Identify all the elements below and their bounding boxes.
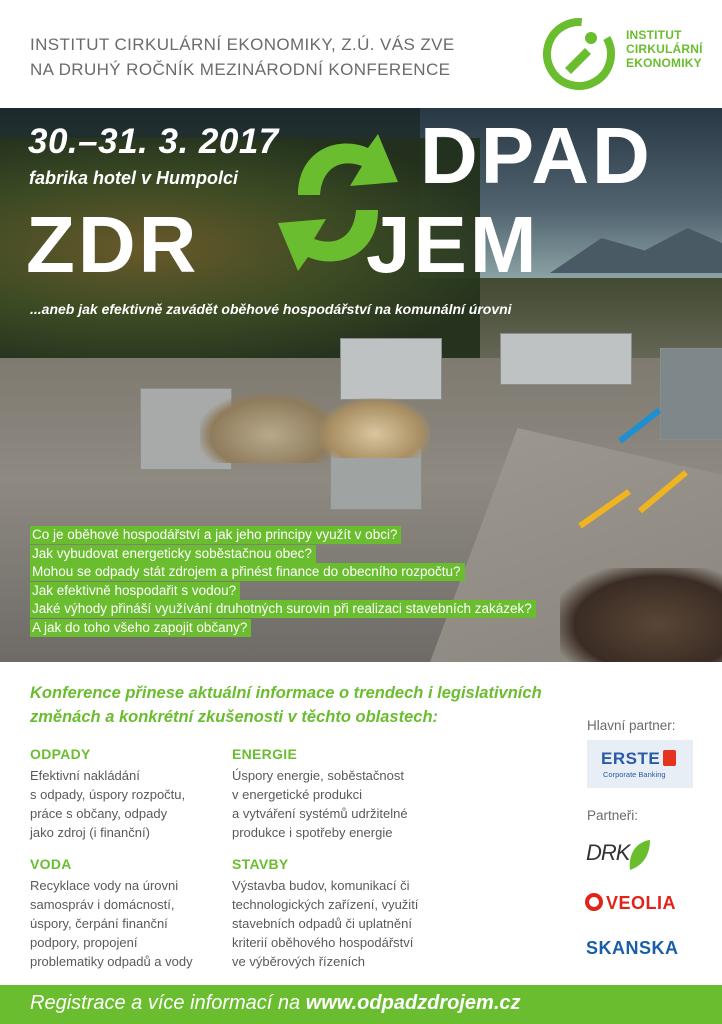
main-partner-label: Hlavní partner: — [587, 718, 676, 733]
logo-text — [626, 28, 703, 70]
question-item: Mohou se odpady stát zdrojem a přinést finance do obecního rozpočtu? — [30, 563, 465, 581]
invitation-text — [30, 32, 530, 82]
drk-name: DRK — [586, 840, 630, 865]
building — [660, 348, 722, 440]
erste-logo — [587, 740, 693, 788]
section-energie — [232, 745, 442, 842]
footer-label: Registrace a více informací na — [30, 992, 306, 1014]
question-item: Co je oběhové hospodářství a jak jeho principy využít v obci? — [30, 526, 401, 544]
ice-logo-icon — [541, 16, 617, 92]
invitation-line-1: INSTITUT CIRKULÁRNÍ EKONOMIKY, Z.Ú. VÁS ZVE — [30, 35, 455, 54]
veolia-name: VEOLIA — [606, 893, 677, 913]
logo-line-2: CIRKULÁRNÍ — [626, 42, 703, 56]
veolia-logo — [585, 893, 676, 914]
intro-line-1: Konference přinese aktuální informace o trendech i legislativních — [30, 684, 542, 702]
wood-chip-pile — [320, 398, 430, 458]
title-word-2-left: ZDR — [26, 200, 200, 289]
question-item: Jak efektivně hospodařit s vodou? — [30, 582, 240, 600]
hero-banner — [0, 108, 722, 662]
scrap-pile — [200, 393, 340, 463]
footer-text — [30, 992, 521, 1015]
section-title: ODPADY — [30, 746, 91, 762]
section-text: Úspory energie, soběstačnost v energetické produkci a vytváření systémů udržitelné produkce i spotřeby energie — [232, 768, 408, 840]
institute-logo — [541, 14, 711, 94]
title-word-2-right: JEM — [366, 200, 540, 289]
event-venue: fabrika hotel v Humpolci — [29, 168, 239, 188]
erste-subtitle: Corporate Banking — [603, 770, 666, 779]
skanska-logo: SKANSKA — [586, 938, 679, 958]
erste-s-icon — [663, 750, 676, 766]
veolia-ring-icon — [585, 893, 603, 911]
questions-list — [30, 526, 536, 637]
question-item: Jak vybudovat energeticky soběstačnou obec? — [30, 545, 316, 563]
event-tagline: ...aneb jak efektivně zavádět oběhové hospodářství na komunální úrovni — [30, 301, 512, 317]
section-text: Výstavba budov, komunikací či technologických zařízení, využití stavebních odpadů či uplatnění kriterií oběhového hospodářství ve výběrových řízeních — [232, 878, 419, 969]
footer-bar — [0, 985, 722, 1024]
section-title: VODA — [30, 856, 72, 872]
website-link[interactable]: www.odpadzdrojem.cz — [305, 992, 521, 1014]
scrap-pile — [560, 568, 722, 662]
building — [340, 338, 442, 400]
title-word-1: DPAD — [420, 111, 653, 200]
section-text: Efektivní nakládání s odpady, úspory rozpočtu, práce s občany, odpady jako zdroj (i finanční) — [30, 768, 186, 840]
question-item: A jak do toho všeho zapojit občany? — [30, 619, 251, 637]
section-stavby — [232, 855, 452, 971]
building — [500, 333, 632, 385]
section-voda — [30, 855, 230, 971]
leaf-icon — [626, 838, 652, 872]
invitation-line-2: NA DRUHÝ ROČNÍK MEZINÁRODNÍ KONFERENCE — [30, 60, 451, 79]
section-title: STAVBY — [232, 856, 289, 872]
question-item: Jaké výhody přináší využívání druhotných surovin při realizaci stavebních zakázek? — [30, 600, 536, 618]
section-odpady — [30, 745, 230, 842]
partners-label: Partneři: — [587, 808, 639, 823]
intro-text — [30, 681, 550, 729]
logo-line-1: INSTITUT — [626, 28, 682, 42]
section-title: ENERGIE — [232, 746, 298, 762]
event-date: 30.–31. 3. 2017 — [28, 122, 279, 161]
erste-name: ERSTE — [601, 749, 661, 768]
header — [0, 0, 722, 108]
logo-line-3: EKONOMIKY — [626, 56, 702, 70]
intro-line-2: změnách a konkrétní zkušenosti v těchto oblastech: — [30, 708, 439, 726]
drk-logo — [586, 838, 656, 884]
section-text: Recyklace vody na úrovni samospráv i domácností, úspory, čerpání finanční podpory, propojení problematiky odpadů a vody — [30, 878, 193, 969]
